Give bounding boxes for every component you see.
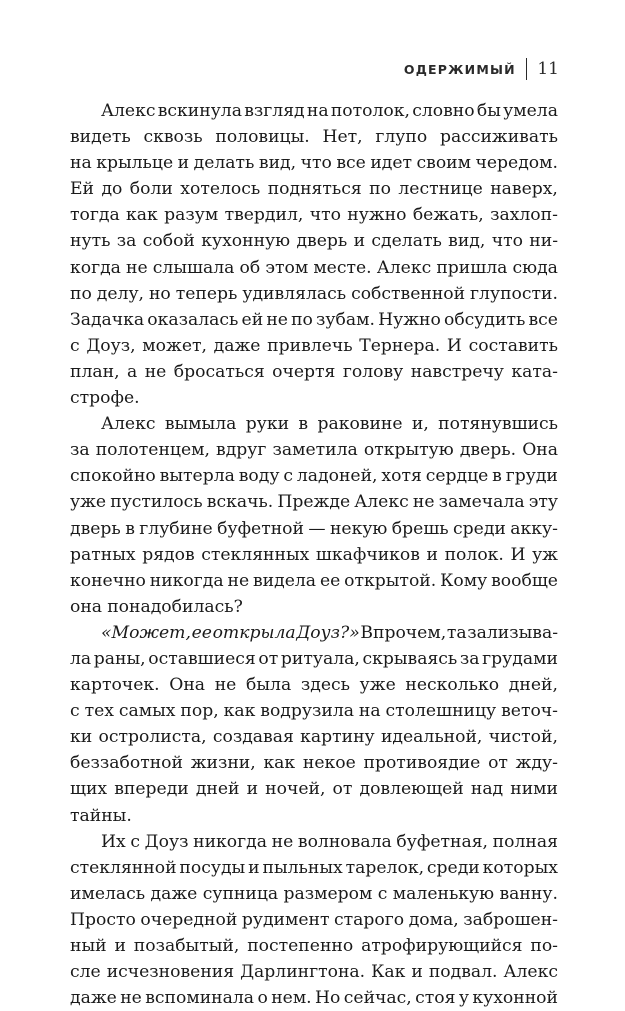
- word: кухонную: [201, 231, 291, 252]
- word: была: [246, 675, 292, 696]
- word: твердил,: [224, 205, 304, 226]
- word: дней: [195, 779, 240, 800]
- word: полная: [492, 831, 558, 852]
- word: строфе.: [70, 388, 140, 409]
- word: маленькую: [392, 883, 495, 904]
- word: Алекс: [101, 101, 156, 121]
- text-line: [70, 829, 558, 855]
- word: глубине: [139, 518, 213, 539]
- text-line: [70, 542, 558, 568]
- word: на: [358, 701, 381, 722]
- word: ритуала,: [280, 648, 360, 669]
- word: вымыла: [164, 414, 237, 435]
- word: и: [411, 962, 423, 983]
- word: вспоминала: [145, 988, 255, 1009]
- word: атрофирующийся: [361, 936, 523, 956]
- word: наверх,: [490, 179, 558, 200]
- word: бежать,: [412, 205, 484, 226]
- word: по-: [530, 936, 558, 956]
- word: что: [491, 231, 523, 252]
- word: бы: [476, 101, 501, 121]
- text-line: [70, 646, 558, 672]
- word: сквозь: [143, 127, 203, 148]
- word: боли: [129, 179, 173, 200]
- text-line: [70, 150, 558, 176]
- text-line: [70, 463, 558, 489]
- page-number: 11: [537, 59, 559, 79]
- word: тех: [84, 701, 114, 722]
- word: никогда: [193, 831, 267, 852]
- word: все: [528, 309, 558, 330]
- word: та: [446, 622, 467, 643]
- word: которых: [482, 857, 558, 878]
- word: оказалась: [147, 309, 239, 330]
- word: не: [271, 831, 294, 852]
- word: по: [369, 179, 391, 200]
- word: дома,: [408, 909, 459, 930]
- word: нуть: [70, 231, 111, 252]
- word: и: [353, 231, 366, 252]
- word: с: [377, 883, 388, 904]
- word: оставшиеся: [148, 648, 256, 669]
- word: Алекс: [101, 414, 156, 435]
- word: чистой,: [488, 727, 558, 748]
- word: спокойно: [70, 466, 156, 487]
- word: видеть: [70, 127, 131, 148]
- word: не: [266, 309, 288, 330]
- word: на: [306, 101, 329, 121]
- word: разум: [164, 205, 219, 226]
- word: а: [127, 361, 138, 382]
- word: остролиста,: [98, 727, 207, 748]
- text-line: [70, 568, 558, 594]
- word: голову: [342, 361, 404, 382]
- word: Доуз,: [86, 335, 136, 356]
- word: Тернера.: [359, 335, 441, 356]
- word: брешь: [391, 518, 449, 539]
- word: как: [263, 753, 296, 774]
- word: крыльце: [96, 153, 174, 174]
- word: даже: [213, 335, 261, 356]
- word: ный: [70, 936, 107, 956]
- word: тарелок,: [345, 857, 425, 878]
- word: взгляд: [244, 101, 305, 121]
- word: исчезновения: [106, 962, 235, 983]
- word: составить: [468, 335, 558, 356]
- word: рудимент: [241, 909, 330, 930]
- word: нем.: [271, 988, 312, 1009]
- word: ки: [70, 727, 93, 748]
- word: уже: [359, 675, 396, 696]
- word: хотя: [381, 466, 422, 487]
- word: даже: [150, 883, 198, 904]
- word: уже: [70, 492, 107, 513]
- word: ла: [70, 648, 92, 669]
- word: словно: [412, 101, 475, 121]
- word: щих: [70, 779, 108, 800]
- text-line: [70, 724, 558, 750]
- word: в: [298, 414, 309, 435]
- word: Доуз?»: [296, 622, 360, 643]
- word: постепенно: [247, 936, 354, 956]
- text-line: [70, 881, 558, 907]
- word: сле: [70, 962, 101, 983]
- word: некую: [329, 518, 388, 539]
- word: руки: [245, 414, 290, 435]
- word: Дарлингтона.: [240, 962, 366, 983]
- word: все: [336, 153, 366, 174]
- word: веточ-: [501, 701, 558, 722]
- word: ни-: [529, 231, 558, 252]
- word: и: [426, 544, 438, 565]
- text-line: [70, 202, 558, 228]
- word: об: [239, 257, 261, 278]
- word: некое: [302, 753, 356, 774]
- word: создавая: [212, 727, 294, 748]
- word: захлоп-: [490, 205, 558, 226]
- word: очертя: [272, 361, 336, 382]
- word: открыла: [212, 622, 296, 643]
- word: не: [120, 988, 142, 1009]
- word: как: [126, 205, 158, 226]
- word: ними: [510, 779, 558, 800]
- word: раны,: [93, 648, 146, 669]
- word: Прежде: [277, 492, 351, 513]
- word: когда: [70, 257, 121, 278]
- text-line: [70, 176, 558, 202]
- word: план,: [70, 361, 120, 382]
- word: стоя: [415, 988, 456, 1009]
- word: и,: [411, 414, 429, 435]
- word: по: [70, 283, 92, 304]
- word: не: [412, 492, 435, 513]
- word: что: [300, 153, 332, 174]
- text-line: [70, 672, 558, 698]
- word: и: [248, 857, 260, 878]
- word: ката-: [511, 361, 558, 382]
- word: грудами: [482, 648, 558, 669]
- text-line: [70, 385, 558, 411]
- word: ее: [319, 570, 341, 591]
- word: даже: [70, 988, 117, 1009]
- text-line: [70, 959, 558, 985]
- word: пришла: [436, 257, 508, 278]
- word: противоядие: [363, 753, 481, 774]
- word: буфетной: [217, 518, 304, 539]
- word: Но: [315, 988, 341, 1009]
- word: теперь: [175, 283, 238, 304]
- word: дней,: [508, 675, 558, 696]
- text-line: [70, 750, 558, 776]
- word: она: [70, 596, 103, 617]
- word: чередом.: [475, 153, 558, 174]
- word: супница: [202, 883, 279, 904]
- word: над: [470, 779, 504, 800]
- word: заброшен-: [463, 909, 558, 930]
- word: с: [70, 701, 80, 722]
- word: не: [144, 361, 167, 382]
- word: Алекс: [354, 492, 409, 513]
- word: имелась: [70, 883, 146, 904]
- text-line: [70, 803, 558, 829]
- word: вскинула: [157, 101, 242, 121]
- word: конечно: [70, 570, 146, 591]
- word: ладоней,: [296, 466, 378, 487]
- word: жду-: [515, 753, 558, 774]
- word: скрываясь: [362, 648, 458, 669]
- text-line: [70, 907, 558, 933]
- text-line: [70, 489, 558, 515]
- word: удивлялась: [242, 283, 347, 304]
- word: за: [70, 440, 90, 461]
- text-line: [70, 698, 558, 724]
- word: Их: [101, 831, 126, 852]
- word: Ей: [70, 179, 95, 200]
- text-line: [70, 333, 558, 359]
- word: потянувшись: [438, 414, 558, 435]
- text-line: [70, 307, 558, 333]
- word: впереди: [114, 779, 189, 800]
- word: по: [291, 309, 313, 330]
- word: сюда: [512, 257, 558, 278]
- word: картину: [300, 727, 375, 748]
- word: навстречу: [410, 361, 504, 382]
- text-line: [70, 124, 558, 150]
- word: слышала: [152, 257, 235, 278]
- word: среди: [453, 518, 506, 539]
- word: дверь.: [459, 440, 517, 461]
- word: с: [70, 335, 80, 356]
- text-line: [70, 985, 558, 1011]
- word: собственной: [351, 283, 466, 304]
- word: ратных: [70, 544, 136, 565]
- word: Кому: [440, 570, 488, 591]
- word: акку-: [510, 518, 558, 539]
- word: вскачь.: [206, 492, 274, 513]
- word: Нет,: [322, 127, 363, 148]
- word: пор,: [180, 701, 219, 722]
- text-line: [70, 933, 558, 959]
- text-line: [70, 776, 558, 802]
- word: бросаться: [173, 361, 265, 382]
- body-text: [70, 98, 558, 1011]
- word: самых: [118, 701, 176, 722]
- word: шкафчиков: [315, 544, 420, 565]
- word: сейчас,: [343, 988, 412, 1009]
- word: тайны.: [70, 805, 132, 826]
- word: не: [227, 570, 250, 591]
- word: Доуз: [144, 831, 189, 852]
- word: не: [214, 675, 237, 696]
- word: пыльных: [262, 857, 343, 878]
- word: тогда: [70, 205, 120, 226]
- word: с: [130, 831, 140, 852]
- word: никогда: [149, 570, 224, 591]
- word: И: [446, 335, 462, 356]
- word: раковине: [317, 414, 403, 435]
- text-line: [70, 98, 558, 124]
- word: вытерла: [159, 466, 235, 487]
- text-line: [70, 516, 558, 542]
- word: Алекс: [503, 962, 558, 983]
- word: груди: [505, 466, 558, 487]
- word: половицы.: [215, 127, 310, 148]
- word: беззаботной: [70, 753, 183, 774]
- word: зубам.: [316, 309, 375, 330]
- text-line: [70, 281, 558, 307]
- word: буфетная,: [396, 831, 489, 852]
- word: привлечь: [267, 335, 353, 356]
- word: рядов: [142, 544, 195, 565]
- word: понадобилась?: [107, 596, 243, 617]
- word: обсудить: [443, 309, 526, 330]
- word: несколько: [405, 675, 500, 696]
- word: глупости.: [470, 283, 558, 304]
- word: на: [70, 153, 92, 174]
- word: «Может,: [101, 622, 191, 643]
- word: —: [308, 518, 326, 539]
- word: столешницу: [385, 701, 497, 722]
- word: ванну.: [499, 883, 558, 904]
- word: от: [488, 753, 508, 774]
- word: подняться: [267, 179, 362, 200]
- word: делу,: [96, 283, 145, 304]
- word: и: [177, 153, 190, 174]
- running-header: [404, 58, 559, 80]
- word: сердце: [425, 466, 489, 487]
- word: эту: [528, 492, 558, 513]
- word: волновала: [297, 831, 392, 852]
- word: у: [458, 988, 469, 1009]
- word: жизни,: [190, 753, 256, 774]
- word: зализыва-: [467, 622, 558, 643]
- word: воду: [238, 466, 280, 487]
- word: подвал.: [428, 962, 498, 983]
- word: пустилось: [110, 492, 203, 513]
- text-line: [70, 359, 558, 385]
- word: Алекс: [376, 257, 432, 278]
- word: ночей,: [265, 779, 326, 800]
- word: Она: [169, 675, 206, 696]
- word: и: [114, 936, 126, 956]
- word: не: [126, 257, 148, 278]
- word: в: [125, 518, 135, 539]
- word: глупо: [375, 127, 428, 148]
- word: полок.: [444, 544, 504, 565]
- word: от: [332, 779, 353, 800]
- word: хотелось: [180, 179, 261, 200]
- text-line: [70, 594, 558, 620]
- word: до: [101, 179, 123, 200]
- word: что: [309, 205, 341, 226]
- word: вид,: [258, 153, 297, 174]
- word: и: [246, 779, 259, 800]
- word: дверь: [70, 518, 121, 539]
- word: вид,: [448, 231, 486, 252]
- word: месте.: [313, 257, 372, 278]
- word: за: [459, 648, 480, 669]
- word: может,: [142, 335, 207, 356]
- word: старого: [334, 909, 405, 930]
- word: Задачка: [70, 309, 145, 330]
- word: сделать: [371, 231, 442, 252]
- word: с: [283, 466, 293, 487]
- word: Она: [522, 440, 558, 461]
- text-line: [70, 855, 558, 881]
- text-line: [70, 228, 558, 254]
- text-line: [70, 620, 558, 646]
- word: Просто: [70, 909, 136, 930]
- word: но: [148, 283, 171, 304]
- word: нужно: [347, 205, 407, 226]
- word: делать: [193, 153, 255, 174]
- word: довлеющей: [359, 779, 464, 800]
- word: идеальной,: [380, 727, 483, 748]
- word: открытую: [363, 440, 454, 461]
- text-line: [70, 411, 558, 437]
- word: рассиживать: [439, 127, 558, 148]
- word: посуды: [179, 857, 246, 878]
- text-line: [70, 255, 558, 281]
- word: дверь: [296, 231, 348, 252]
- running-title: ОДЕРЖИМЫЙ: [403, 61, 516, 77]
- word: в: [492, 466, 502, 487]
- word: Нужно: [378, 309, 441, 330]
- word: этом: [265, 257, 309, 278]
- word: своим: [416, 153, 472, 174]
- word: размером: [283, 883, 373, 904]
- word: Как: [371, 962, 406, 983]
- header-divider: [526, 58, 528, 80]
- word: стеклянных: [201, 544, 310, 565]
- word: Впрочем,: [360, 622, 447, 643]
- word: вообще: [491, 570, 558, 591]
- word: позабытый,: [133, 936, 240, 956]
- word: среди: [426, 857, 480, 878]
- word: очередной: [140, 909, 238, 930]
- word: уж: [532, 544, 558, 565]
- word: заметила: [272, 440, 358, 461]
- word: от: [258, 648, 279, 669]
- word: лестнице: [398, 179, 483, 200]
- word: открытой.: [344, 570, 437, 591]
- word: водрузила: [260, 701, 354, 722]
- word: полотенцем,: [95, 440, 210, 461]
- word: И: [510, 544, 526, 565]
- word: о: [257, 988, 268, 1009]
- text-line: [70, 437, 558, 463]
- word: идет: [370, 153, 413, 174]
- word: стеклянной: [70, 857, 177, 878]
- word: кухонной: [472, 988, 558, 1009]
- word: карточек.: [70, 675, 160, 696]
- word: ей: [241, 309, 264, 330]
- word: здесь: [300, 675, 350, 696]
- word: потолок,: [330, 101, 410, 121]
- word: видела: [253, 570, 317, 591]
- word: умела: [503, 101, 558, 121]
- word: вдруг: [216, 440, 267, 461]
- word: замечала: [438, 492, 525, 513]
- word: собой: [142, 231, 195, 252]
- word: как: [223, 701, 256, 722]
- word: ее: [191, 622, 212, 643]
- word: за: [116, 231, 137, 252]
